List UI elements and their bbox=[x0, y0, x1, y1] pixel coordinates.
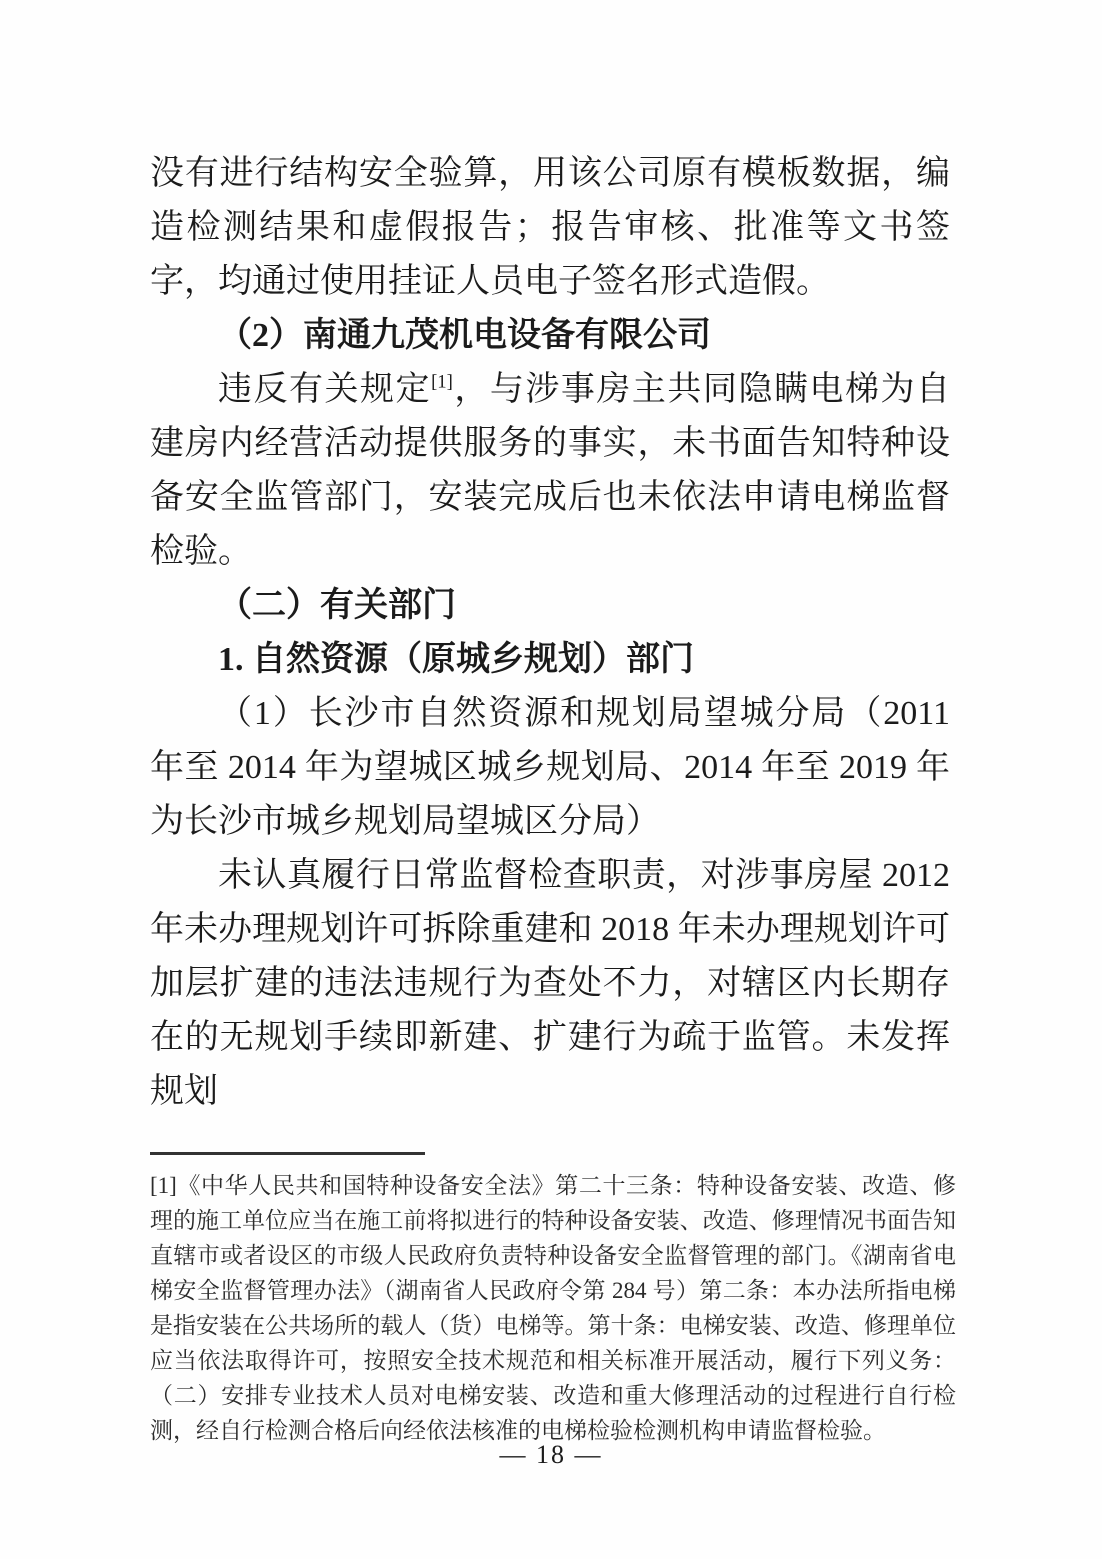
footnote-text: 《中华人民共和国特种设备安全法》第二十三条：特种设备安装、改造、修理的施工单位应当在施工前将拟进行的特种设备安装、改造、修理情况书面告知直辖市或者设区的市级人民政府负责特种设备安全监督管理的部门。《湖南省电梯安全监督管理办法》（湖南省人民政府令第 284 号）第二条：本办法所指电梯是指安装在公共场所的载人（货）电梯等。第十条：电梯安装、改造、修理单位应当依法取得许可，按照安全技术规范和相关标准开展活动，履行下列义务：（二）安排专业技术人员对电梯安装、改造和重大修理活动的过程进行自行检测，经自行检测合格后向经依法核准的电梯检验检测机构申请监督检验。 bbox=[150, 1173, 956, 1443]
paragraph-continuation: 没有进行结构安全验算，用该公司原有模板数据，编造检测结果和虚假报告；报告审核、批准等文书签字，均通过使用挂证人员电子签名形式造假。 bbox=[150, 155, 950, 300]
paragraph-findings: 未认真履行日常监督检查职责，对涉事房屋 2012 年未办理规划许可拆除重建和 2018 年未办理规划许可加层扩建的违法违规行为查处不力，对辖区内长期存在的无规划手续即新建、扩建行为疏于监管。未发挥规划 bbox=[150, 857, 950, 1110]
footnote-separator-rule bbox=[150, 1152, 425, 1155]
body-text-block bbox=[150, 147, 950, 1119]
item-heading-company: （2）南通九茂机电设备有限公司 bbox=[218, 317, 711, 354]
footnote-block bbox=[150, 1152, 956, 1448]
page-number: — 18 — bbox=[499, 1440, 603, 1469]
section-heading-departments: （二）有关部门 bbox=[218, 587, 456, 624]
paragraph-violation-pre: 违反有关规定 bbox=[218, 371, 432, 408]
paragraph-violation-post: ，与涉事房主共同隐瞒电梯为自建房内经营活动提供服务的事实，未书面告知特种设备安全监管部门，安装完成后也未依法申请电梯监督检验。 bbox=[150, 371, 951, 570]
footnote-reference-marker: [1] bbox=[431, 371, 453, 393]
footnote-marker: [1] bbox=[150, 1173, 177, 1198]
paragraph-violation bbox=[150, 363, 950, 579]
subsection-heading-natural-resources: 1. 自然资源（原城乡规划）部门 bbox=[218, 641, 694, 678]
item-heading-bureau: （1）长沙市自然资源和规划局望城分局（2011 年至 2014 年为望城区城乡规划局、2014 年至 2019 年为长沙市城乡规划局望城区分局） bbox=[150, 695, 950, 840]
footnote-paragraph bbox=[150, 1168, 956, 1448]
